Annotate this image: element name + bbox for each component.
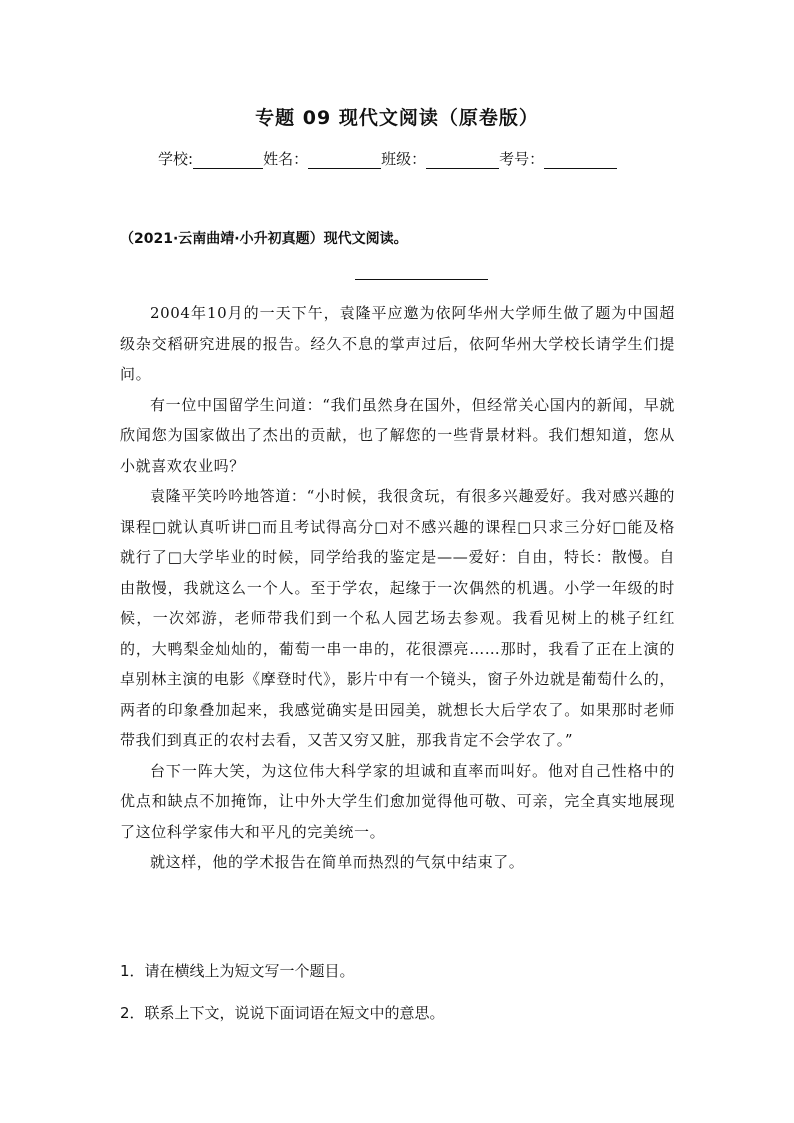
page-title: 专题 09 现代文阅读（原卷版） bbox=[255, 107, 539, 129]
question-1: 1．请在横线上为短文写一个题目。 bbox=[120, 962, 355, 980]
class-blank bbox=[426, 152, 499, 169]
passage-title-blank bbox=[355, 265, 488, 280]
passage-paragraph: 就这样，他的学术报告在简单而热烈的气氛中结束了。 bbox=[150, 853, 525, 871]
class-label: 班级： bbox=[381, 150, 427, 168]
question-2: 2．联系上下文，说说下面词语在短文中的意思。 bbox=[120, 1004, 445, 1022]
name-label: 姓名： bbox=[263, 150, 309, 168]
passage-paragraph: 袁隆平笑吟吟地答道：“小时候，我很贪玩，有很多兴趣爱好。我对感兴趣的课程□就认真听讲□而且考试得高分□对不感兴趣的课程□只求三分好□能及格就行了□大学毕业的时候，同学给我的鉴定是——爱好：自由，特长：散慢。自由散慢，我就这么一个人。至于学农，起缘于一次偶然的机遇。小学一年级的时候，一次郊游，老师带我们到一个私人园艺场去参观。我看见树上的桃子红红的，大鸭梨金灿灿的，葡萄一串一串的，花很漂亮……那时，我看了正在上演的卓别林主演的电影《摩登时代》，影片中有一个镜头，窗子外边就是葡萄什么的，两者的印象叠加起来，我感觉确实是田园美，就想长大后学农了。如果那时老师带我们到真正的农村去看，又苦又穷又脏，那我肯定不会学农了。” bbox=[120, 487, 675, 749]
reading-passage bbox=[120, 298, 675, 878]
exam-number-blank bbox=[544, 152, 617, 169]
passage-paragraph: 台下一阵大笑，为这位伟大科学家的坦诚和直率而叫好。他对自己性格中的优点和缺点不加掩饰，让中外大学生们愈加觉得他可敬、可亲，完全真实地展现了这位科学家伟大和平凡的完美统一。 bbox=[120, 761, 675, 841]
student-info-row bbox=[158, 148, 617, 169]
passage-paragraph: 2004年10月的一天下午，袁隆平应邀为依阿华州大学师生做了题为中国超级杂交稻研究进展的报告。经久不息的掌声过后，依阿华州大学校长请学生们提问。 bbox=[120, 304, 675, 383]
name-blank bbox=[308, 152, 381, 169]
school-blank bbox=[193, 152, 263, 169]
question-source: （2021·云南曲靖·小升初真题）现代文阅读。 bbox=[120, 231, 408, 247]
exam-number-label: 考号： bbox=[499, 150, 545, 168]
passage-paragraph: 有一位中国留学生问道：“我们虽然身在国外，但经常关心国内的新闻，早就欣闻您为国家做出了杰出的贡献，也了解您的一些背景材料。我们想知道，您从小就喜欢农业吗？ bbox=[120, 395, 675, 475]
school-label: 学校: bbox=[158, 150, 194, 168]
